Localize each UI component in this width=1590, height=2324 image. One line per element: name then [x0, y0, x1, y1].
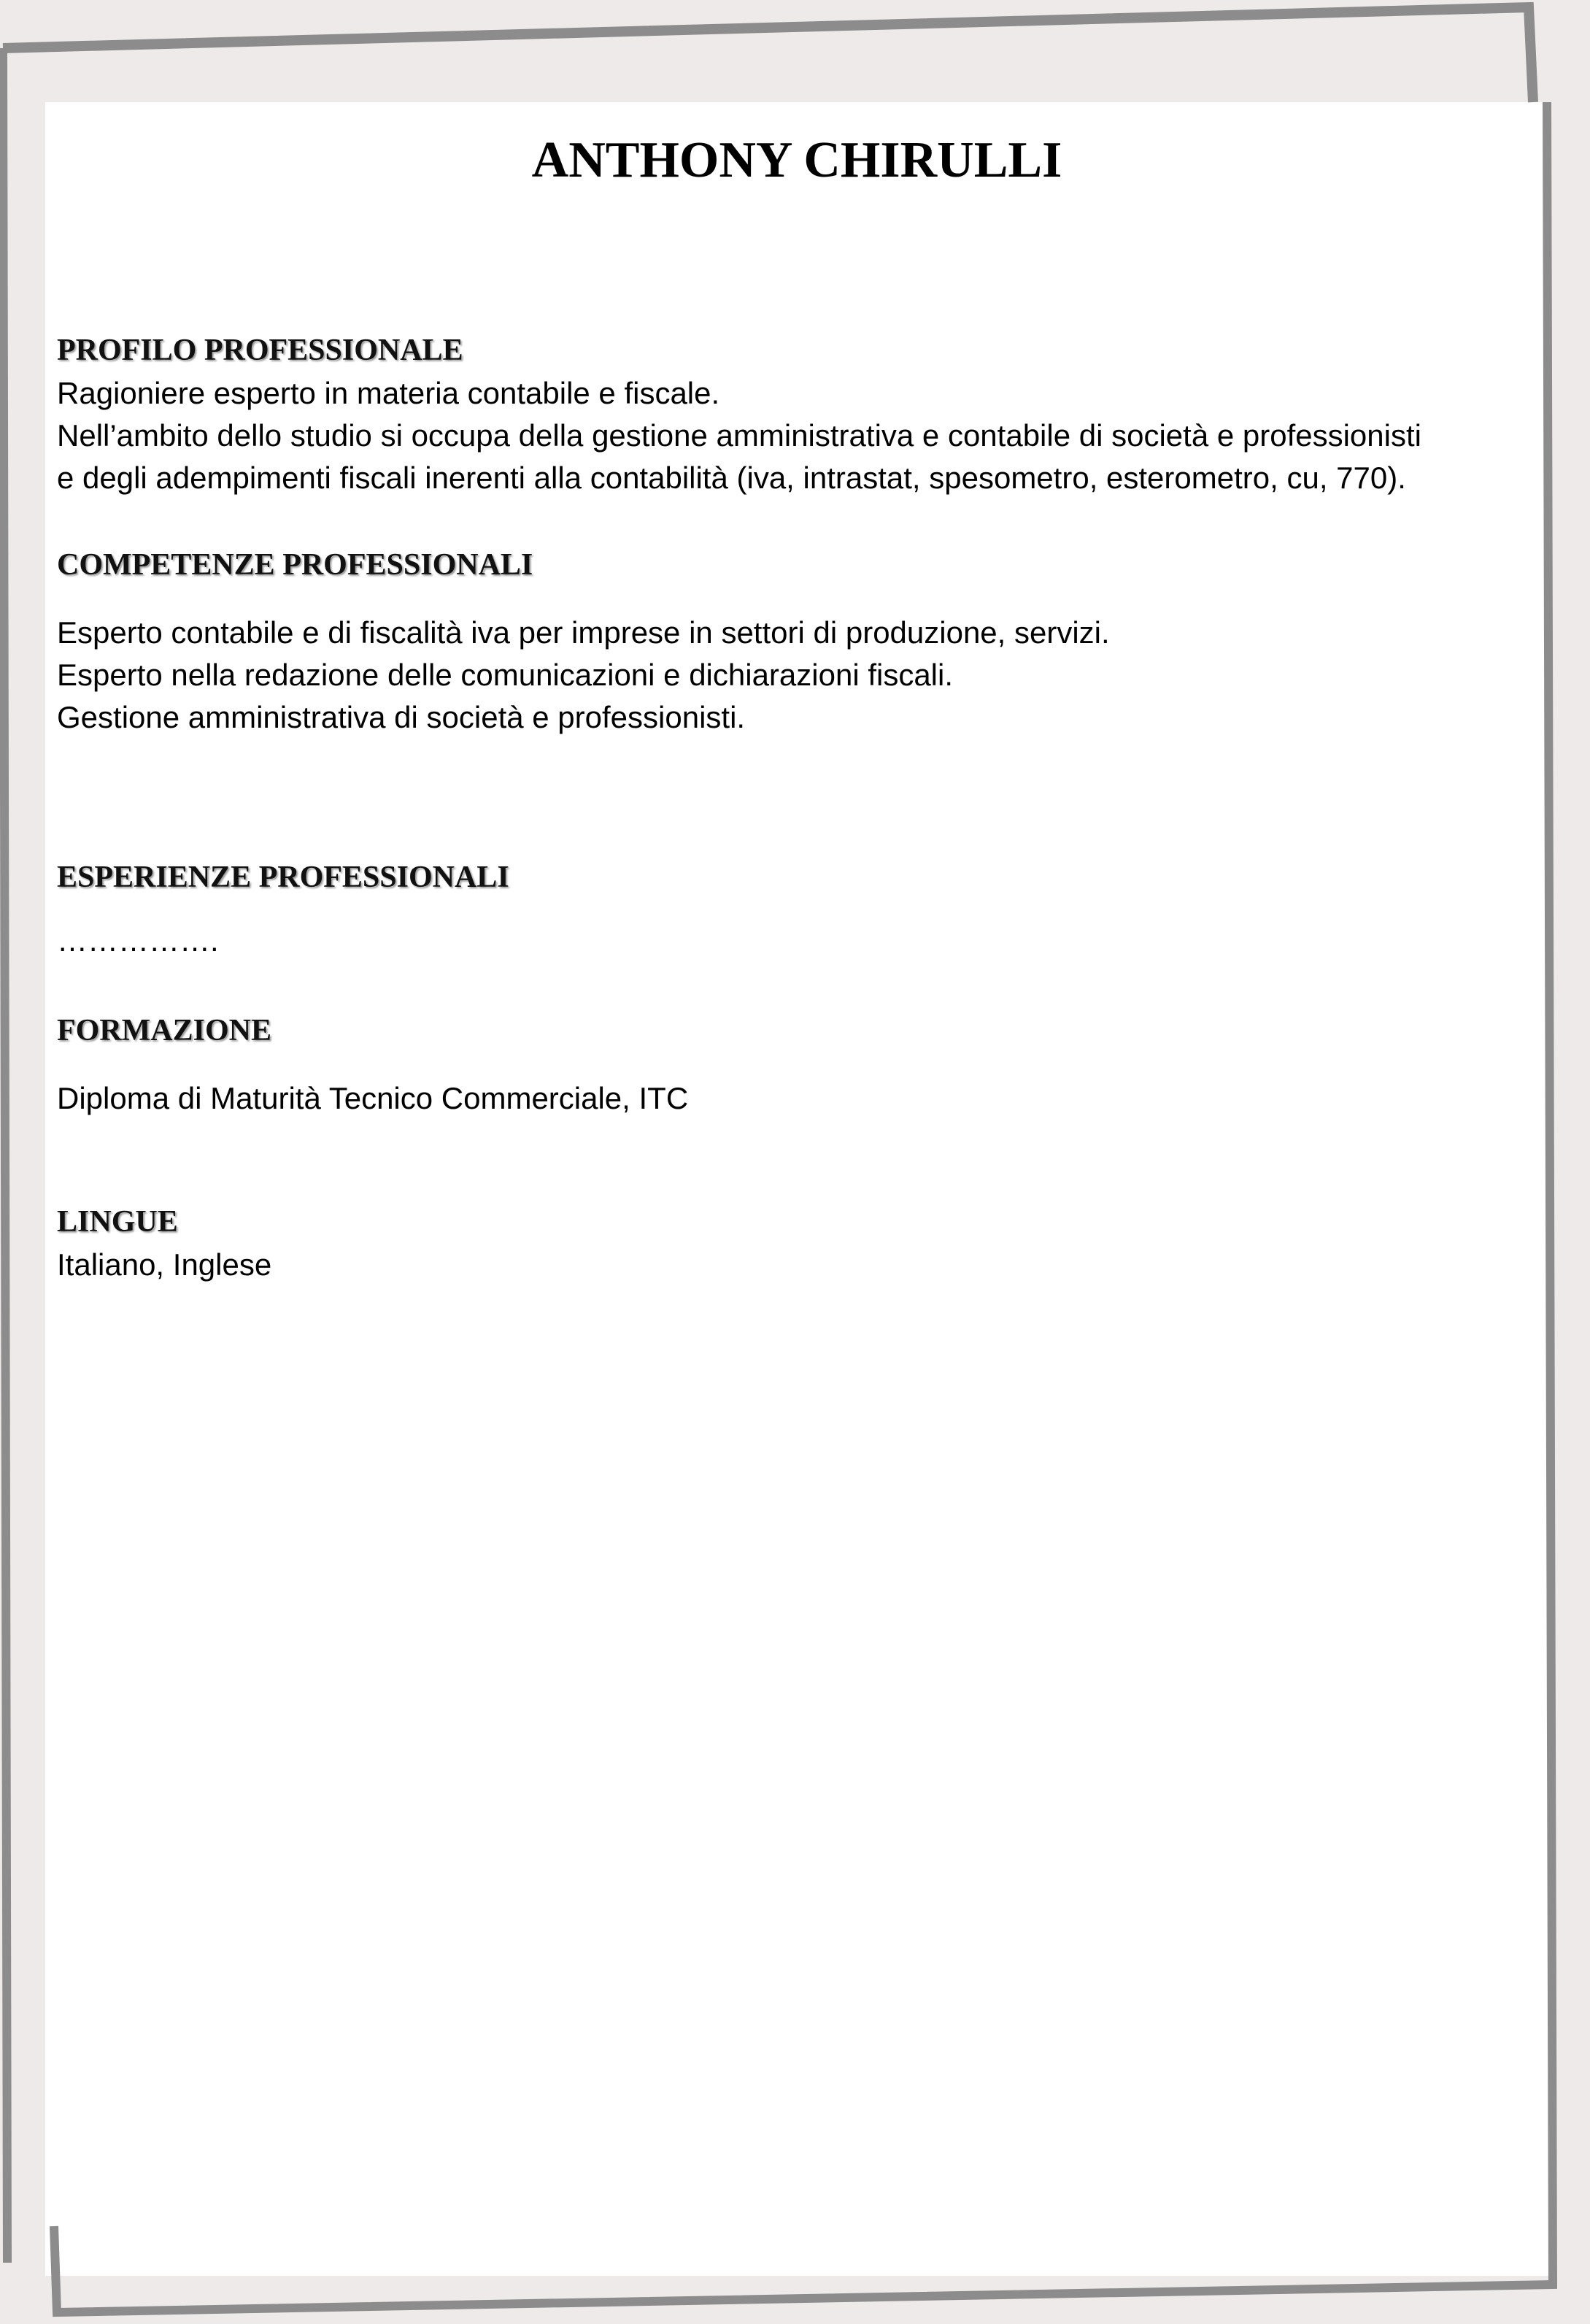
section-formazione — [57, 1009, 1560, 1120]
section-title-lingue: LINGUE — [57, 1205, 178, 1239]
section-title-competenze: COMPETENZE PROFESSIONALI — [57, 548, 533, 582]
cv-page — [45, 102, 1548, 2277]
section-profilo — [57, 328, 1560, 499]
profilo-line-3: e degli adempimenti fiscali inerenti alla contabilità (iva, intrastat, spesometro, esterometro, cu, 770). — [57, 461, 1406, 495]
frame-top-edge — [3, 7, 1533, 102]
section-esperienze — [57, 855, 1560, 962]
esperienze-placeholder: ……………. — [57, 923, 219, 958]
section-lingue — [57, 1200, 1560, 1286]
section-title-esperienze: ESPERIENZE PROFESSIONALI — [57, 861, 509, 894]
competenze-line-3: Gestione amministrativa di società e professionisti. — [57, 700, 746, 734]
frame-left-edge — [3, 48, 7, 2263]
competenze-line-2: Esperto nella redazione delle comunicazioni e dichiarazioni fiscali. — [57, 658, 954, 692]
competenze-line-1: Esperto contabile e di fiscalità iva per imprese in settori di produzione, servizi. — [57, 615, 1110, 650]
lingue-line-1: Italiano, Inglese — [57, 1247, 272, 1282]
formazione-line-1: Diploma di Maturità Tecnico Commerciale, ITC — [57, 1081, 689, 1115]
section-competenze — [57, 543, 1560, 739]
candidate-name: ANTHONY CHIRULLI — [531, 132, 1062, 188]
section-title-formazione: FORMAZIONE — [57, 1014, 271, 1047]
section-title-profilo: PROFILO PROFESSIONALE — [57, 334, 463, 367]
profilo-line-1: Ragioniere esperto in materia contabile e fiscale. — [57, 376, 720, 410]
profilo-line-2: Nell’ambito dello studio si occupa della gestione amministrativa e contabile di società e professionisti — [57, 418, 1421, 453]
